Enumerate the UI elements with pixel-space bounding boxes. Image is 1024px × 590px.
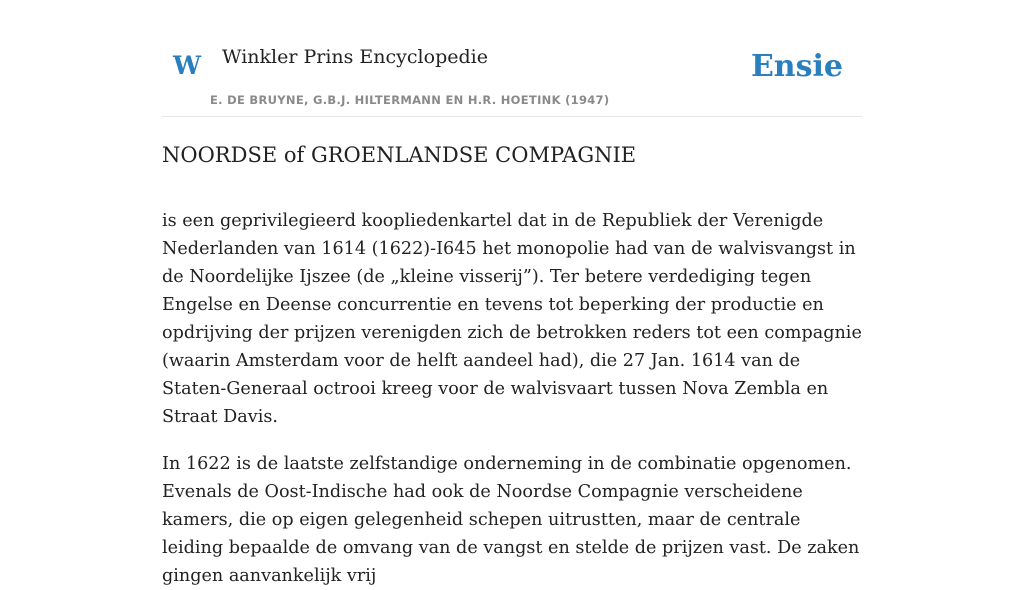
- article-headword: NOORDSE of GROENLANDSE COMPAGNIE: [162, 143, 637, 167]
- article-body: [162, 140, 862, 590]
- article-paragraph: is een geprivilegieerd koopliedenkartel dat in de Republiek der Verenigde Nederlanden van 1614 (1622)-I645 het monopolie had van de walvisvangst in de Noordelijke Ijszee (de „kleine visserij”). Ter betere verdediging tegen Engelse en Deense concurrentie en tevens tot beperking der productie en opdrijving der prijzen verenigden zich de betrokken reders tot een compagnie (waarin Amsterdam voor de helft aandeel had), die 27 Jan. 1614 van de Staten-Generaal octrooi kreeg voor de walvisvaart tussen Nova Zembla en Straat Davis.: [162, 211, 862, 427]
- site-title[interactable]: Winkler Prins Encyclopedie: [222, 46, 488, 68]
- site-header: [162, 0, 862, 117]
- brand-logo[interactable]: Ensie: [750, 49, 843, 84]
- article-paragraph: In 1622 is de laatste zelfstandige onderneming in de combinatie opgenomen. Evenals de Oost-Indische had ook de Noordse Compagnie verscheidene kamers, die op eigen gelegenheid schepen uitrustten, maar de centrale leiding bepaalde de omvang van de vangst en stelde de prijzen vast. De zaken gingen aanvankelijk vrij: [162, 454, 860, 586]
- site-logo[interactable]: W: [173, 51, 202, 80]
- authors-line: E. DE BRUYNE, G.B.J. HILTERMANN EN H.R. HOETINK (1947): [210, 93, 610, 107]
